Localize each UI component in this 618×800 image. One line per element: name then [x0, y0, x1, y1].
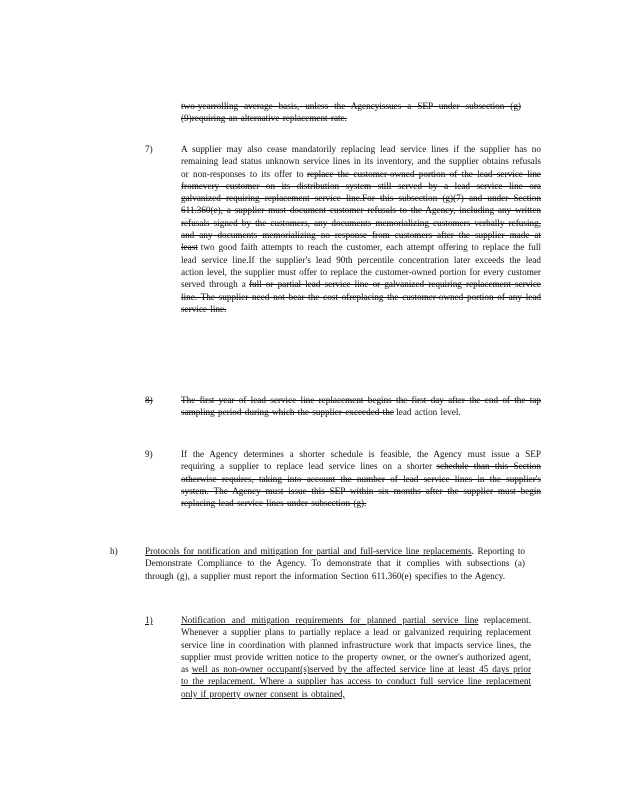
item-9-text: If the Agency determines a shorter schedule is feasible, the Agency must issue a SEP requiring a supplier to replace lead service lines on a shorter — [181, 449, 541, 472]
section-h-paragraph — [145, 545, 525, 582]
item-h1-paragraph — [181, 614, 531, 700]
item-9-struck-text: schedule than this Section otherwise requires, taking into account the number of lead service lines in the supplier's system. The Agency must issue this SEP within six months after the supplier must begin replacing lead service lines under subsection (g). — [181, 461, 542, 509]
item-h1-underlined-text: well as non-owner occupant(s)served by the affected service line at least 45 days prior to the replacement. Where a supplier has access to conduct full service line replacement only if property owner consent is obtained, — [181, 664, 532, 699]
item-8-struck-text: The first year of lead service line replacement begins the first day after the end of the tap sampling period during which the supplier exceeded the — [181, 395, 541, 418]
item-7-text-1: A supplier may also cease mandatorily replacing lead service lines if the supplier has no remaining lead status unknown service lines in its inventory, and the supplier obtains refusals or non-responses to its offer to — [181, 144, 541, 179]
item-7-struck-text-2: full or partial lead service line or galvanized requiring replacement service line. The supplier need not bear the cost ofreplacing the customer-owned portion of any lead service line. — [181, 279, 542, 314]
section-h-text: . Reporting to Demonstrate Compliance to the Agency. To demonstrate that it complies with subsections (a) through (g), a supplier must report the information Section 611.360(e) specifies to the Agency. — [145, 546, 525, 581]
item-8-label: 8) — [145, 395, 153, 405]
item-8-paragraph — [181, 394, 541, 419]
item-7-text-2: two good faith attempts to reach the customer, each attempt offering to replace the full lead service line.If the supplier's lead 90th percentile concentration later exceeds the lead action level, the supplier must offer to replace the customer-owned portion for every customer served through a — [181, 242, 542, 290]
item-7-struck-text-1: replace the customer-owned portion of the lead service line fromevery customer on its distribution system still served by a lead service line ora galvanized requiring replacement service line.For this subsection (g)(7) and under Section 611.360(e), a supplier must document customer refusals to the Agency, including any written refusals signed by the customers, any documents memorializing customers verbally refusing, and any documents memorializing no response from customers after the supplier made at least — [181, 168, 541, 253]
item-9-paragraph — [181, 448, 541, 509]
item-h1-title: Notification and mitigation requirements for planned partial service line — [181, 615, 479, 625]
item-7-paragraph — [181, 143, 541, 315]
section-h-label: h) — [110, 546, 118, 556]
item-9-label: 9) — [145, 449, 153, 459]
item-7-label: 7) — [145, 144, 153, 154]
item-h1-label: 1) — [145, 615, 153, 625]
continuation-text: two-yearrolling average basis, unless the Agencyissues a SEP under subsection (g)(9)requiring an alternative replacement rate. — [181, 101, 521, 124]
item-8-text: lead action level. — [396, 407, 461, 418]
item-h1-text: replacement. Whenever a supplier plans to partially replace a lead or galvanized requiring replacement service line in coordination with planned infrastructure work that impacts service lines, the supplier must provide written notice to the property owner, or the owner's authorized agent, as — [181, 615, 531, 675]
section-h-title: Protocols for notification and mitigation for partial and full-service line replacements — [145, 546, 472, 556]
continuation-paragraph — [181, 100, 521, 125]
